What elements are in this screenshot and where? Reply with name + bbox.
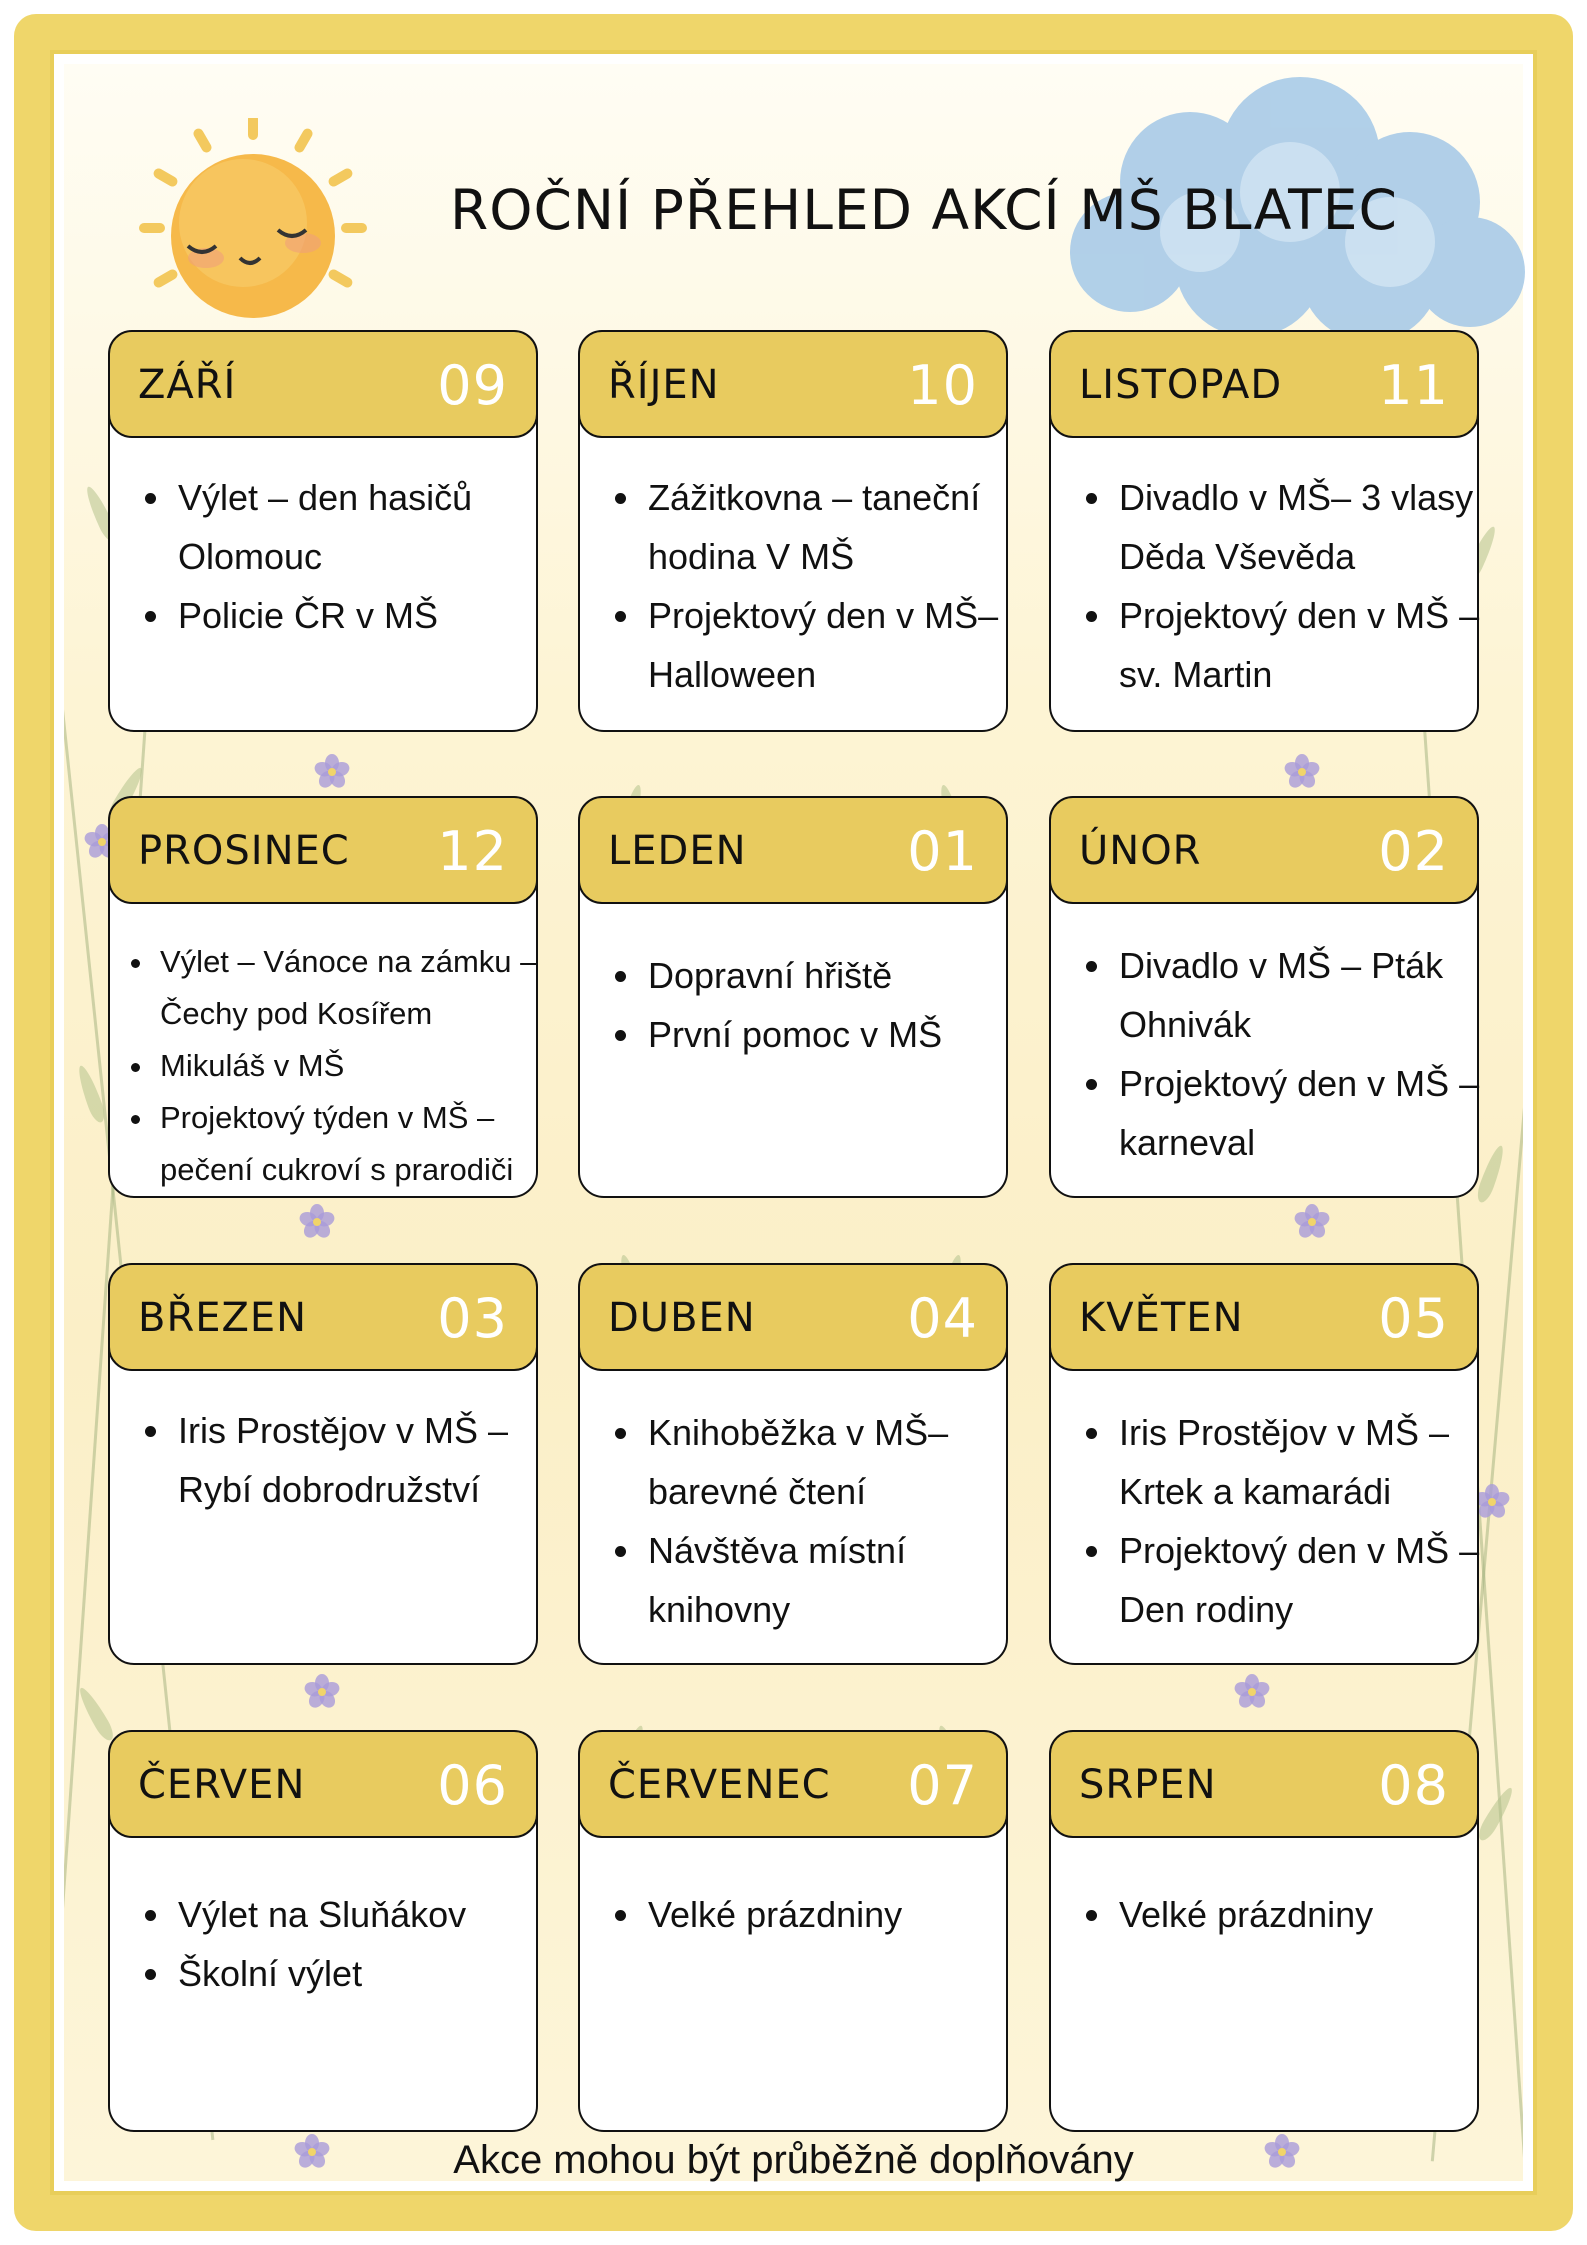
page-title: ROČNÍ PŘEHLED AKCÍ MŠ BLATEC xyxy=(450,178,1398,242)
month-number: 12 xyxy=(437,820,508,883)
event-list xyxy=(144,1401,544,1519)
event-list xyxy=(1085,936,1485,1172)
month-name: KVĚTEN xyxy=(1079,1295,1244,1341)
month-card-header xyxy=(108,1263,538,1371)
event-item: • Policie ČR v MŠ xyxy=(174,586,544,645)
flower-icon xyxy=(1234,1674,1270,1710)
event-list xyxy=(1085,468,1485,704)
event-list xyxy=(144,1885,544,2003)
month-number: 06 xyxy=(437,1754,508,1817)
month-name: BŘEZEN xyxy=(138,1295,308,1341)
month-number: 02 xyxy=(1378,820,1449,883)
event-item: • Dopravní hřiště xyxy=(644,946,1014,1005)
event-item: • Iris Prostějov v MŠ – Krtek a kamarádi xyxy=(1115,1403,1485,1521)
month-name: ZÁŘÍ xyxy=(138,362,237,408)
flower-icon xyxy=(299,1204,335,1240)
month-card xyxy=(578,1730,1008,2132)
event-item: • Knihoběžka v MŠ– barevné čtení xyxy=(644,1403,1014,1521)
month-name: ČERVEN xyxy=(138,1762,306,1808)
month-card-header xyxy=(578,1730,1008,1838)
event-item: • Projektový týden v MŠ – pečení cukroví s prarodiči xyxy=(156,1092,551,1196)
month-card-header xyxy=(1049,330,1479,438)
month-card xyxy=(108,1263,538,1665)
month-name: LEDEN xyxy=(608,828,747,874)
month-number: 04 xyxy=(907,1287,978,1350)
month-name: LISTOPAD xyxy=(1079,362,1283,408)
month-card-header xyxy=(578,1263,1008,1371)
month-card-header xyxy=(108,1730,538,1838)
event-item: • Školní výlet xyxy=(174,1944,544,2003)
event-item: • Projektový den v MŠ– Halloween xyxy=(644,586,1014,704)
month-card xyxy=(108,1730,538,2132)
event-item: • Zážitkovna – taneční hodina V MŠ xyxy=(644,468,1014,586)
month-number: 11 xyxy=(1378,354,1449,417)
event-list xyxy=(126,936,551,1196)
month-card xyxy=(1049,796,1479,1198)
month-number: 05 xyxy=(1378,1287,1449,1350)
event-list xyxy=(1085,1403,1485,1639)
event-item: • Mikuláš v MŠ xyxy=(156,1040,551,1092)
month-name: PROSINEC xyxy=(138,828,350,874)
event-item: • Iris Prostějov v MŠ – Rybí dobrodružství xyxy=(174,1401,544,1519)
month-number: 07 xyxy=(907,1754,978,1817)
event-list xyxy=(614,1885,1014,1944)
month-card xyxy=(578,1263,1008,1665)
flower-icon xyxy=(304,1674,340,1710)
month-number: 03 xyxy=(437,1287,508,1350)
event-item: • Výlet na Sluňákov xyxy=(174,1885,544,1944)
month-card xyxy=(1049,1263,1479,1665)
event-item: • Divadlo v MŠ– 3 vlasy Děda Vševěda xyxy=(1115,468,1485,586)
event-item: • Projektový den v MŠ – sv. Martin xyxy=(1115,586,1485,704)
month-card xyxy=(108,330,538,732)
month-name: DUBEN xyxy=(608,1295,756,1341)
event-item: • Návštěva místní knihovny xyxy=(644,1521,1014,1639)
month-number: 08 xyxy=(1378,1754,1449,1817)
event-list xyxy=(614,946,1014,1064)
event-item: • Velké prázdniny xyxy=(1115,1885,1485,1944)
event-item: • Výlet – den hasičů Olomouc xyxy=(174,468,544,586)
event-item: • Projektový den v MŠ – karneval xyxy=(1115,1054,1485,1172)
month-name: ŘÍJEN xyxy=(608,362,720,408)
event-list xyxy=(614,1403,1014,1639)
event-list xyxy=(614,468,1014,704)
month-number: 01 xyxy=(907,820,978,883)
month-name: ÚNOR xyxy=(1079,828,1202,874)
month-name: SRPEN xyxy=(1079,1762,1217,1808)
event-item: • Velké prázdniny xyxy=(644,1885,1014,1944)
month-card-header xyxy=(578,330,1008,438)
footer-note: Akce mohou být průběžně doplňovány xyxy=(453,2138,1134,2182)
month-number: 10 xyxy=(907,354,978,417)
month-card xyxy=(1049,330,1479,732)
event-item: • Divadlo v MŠ – Pták Ohnivák xyxy=(1115,936,1485,1054)
flower-icon xyxy=(1284,754,1320,790)
month-card-header xyxy=(1049,1730,1479,1838)
month-card xyxy=(108,796,538,1198)
month-card-header xyxy=(1049,796,1479,904)
sun-icon xyxy=(128,118,392,340)
event-list xyxy=(1085,1885,1485,1944)
month-card-header xyxy=(108,796,538,904)
month-card-header xyxy=(578,796,1008,904)
month-name: ČERVENEC xyxy=(608,1762,831,1808)
flower-icon xyxy=(314,754,350,790)
event-item: • Výlet – Vánoce na zámku – Čechy pod Kosířem xyxy=(156,936,551,1040)
flower-icon xyxy=(1294,1204,1330,1240)
month-number: 09 xyxy=(437,354,508,417)
event-item: • Projektový den v MŠ – Den rodiny xyxy=(1115,1521,1485,1639)
month-card-header xyxy=(1049,1263,1479,1371)
month-card-header xyxy=(108,330,538,438)
month-card xyxy=(578,796,1008,1198)
event-list xyxy=(144,468,544,645)
month-card xyxy=(578,330,1008,732)
event-item: • První pomoc v MŠ xyxy=(644,1005,1014,1064)
month-card xyxy=(1049,1730,1479,2132)
